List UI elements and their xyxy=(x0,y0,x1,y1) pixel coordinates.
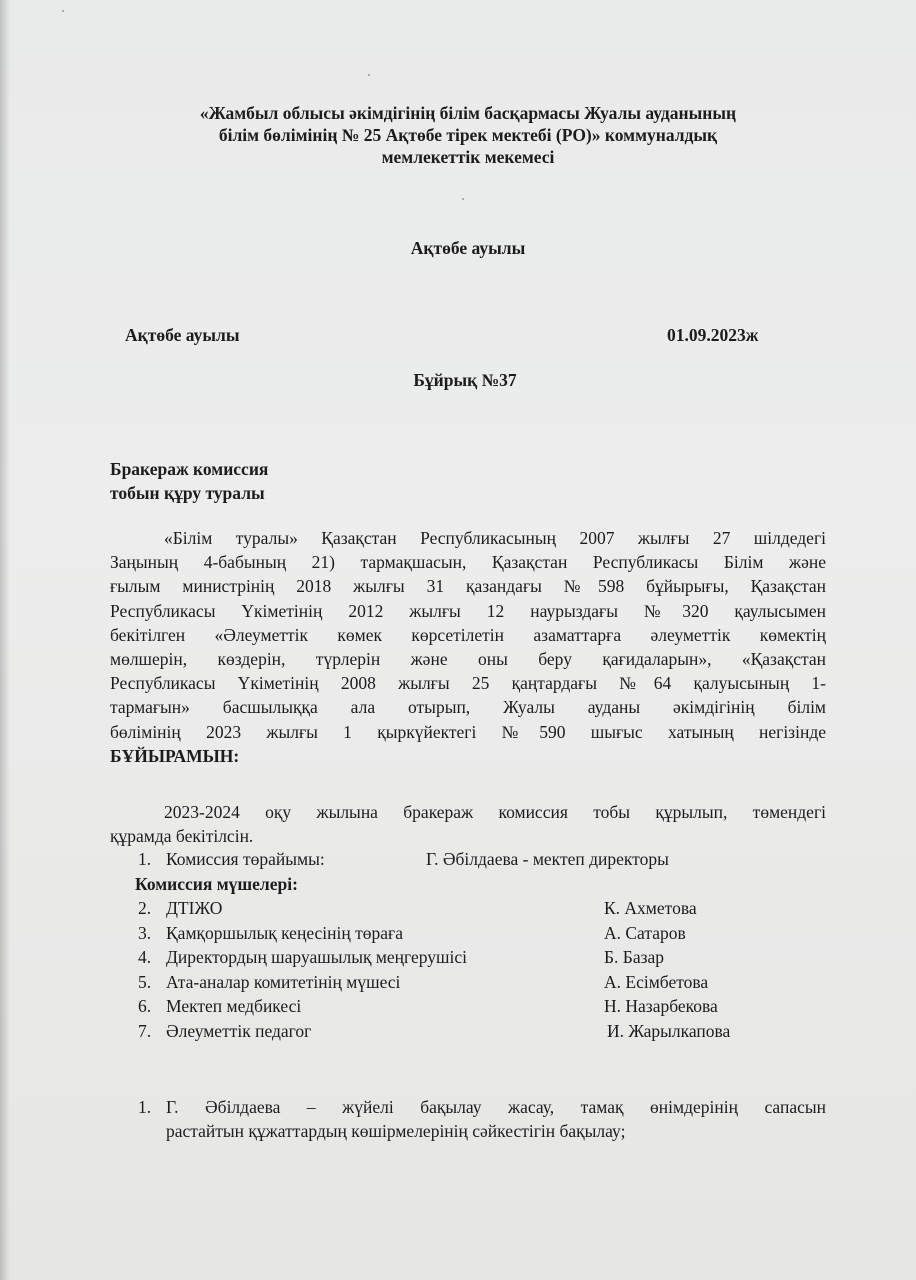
member-role: Директордың шаруашылық меңгерушісі xyxy=(166,947,467,967)
header-line: «Жамбыл облысы әкімдігінің білім басқармасы Жуалы ауданының xyxy=(199,103,737,123)
preamble-line: ғылым министрінің 2018 жылғы 31 қазандағы №598 бұйырығы, Қазақстан xyxy=(110,576,826,597)
preamble-line: бөлімінің 2023 жылғы 1 қыркүйектегі №590 шығыс хатының негізінде xyxy=(110,721,826,742)
subject-line: Бракераж комиссия xyxy=(110,459,269,479)
duty-line: растайтын құжаттардың көшірмелерінің сәйкестігін бақылау; xyxy=(166,1121,626,1141)
place-label: Ақтөбе ауылы xyxy=(125,325,240,345)
item-number: 6. xyxy=(138,996,152,1016)
paper-speck xyxy=(368,74,370,76)
order-command: БҰЙЫРАМЫН: xyxy=(110,745,240,766)
item-number: 1. xyxy=(138,849,152,869)
preamble-line: тармағын» басшылыққа ала отырып, Жуалы ауданы әкімдігінің білім xyxy=(110,697,826,718)
order-title: Бұйрық №37 xyxy=(413,370,517,390)
member-role: Мектеп медбикесі xyxy=(166,996,302,1016)
list-item xyxy=(110,896,826,921)
list-item xyxy=(110,994,826,1019)
list-item xyxy=(110,1019,826,1044)
paper-speck xyxy=(462,198,464,200)
header-line: мемлекеттік мекемесі xyxy=(381,147,555,167)
item-number: 4. xyxy=(138,947,152,967)
institution-header xyxy=(110,102,826,168)
list-item xyxy=(110,970,826,995)
village-heading: Ақтөбе ауылы xyxy=(410,238,526,258)
commission-members-list xyxy=(110,847,826,1043)
list-item xyxy=(110,921,826,946)
members-heading-row xyxy=(110,872,826,897)
item-number: 3. xyxy=(138,922,152,943)
member-role: Комиссия төрайымы: xyxy=(166,849,325,869)
member-role: Ата-аналар комитетінің мүшесі xyxy=(166,971,401,992)
item-number: 2. xyxy=(138,898,152,918)
list-item xyxy=(110,945,826,970)
page-shadow xyxy=(0,0,10,1280)
member-name: А. Сатаров xyxy=(604,922,686,943)
header-line: білім бөлімінің № 25 Ақтөбе тірек мектебі (РО)» коммуналдық xyxy=(218,125,718,145)
preamble-line: мөлшерін, көздерін, түрлерін және оны беру қағидаларын», «Қазақстан xyxy=(110,649,826,670)
duty-line: Г. Әбілдаева – жүйелі бақылау жасау, тамақ өнімдерінің сапасын xyxy=(166,1097,826,1117)
member-name: И. Жарылкапова xyxy=(607,1020,731,1041)
list-item xyxy=(110,847,826,872)
preamble-line: Заңының 4-бабының 21) тармақшасын, Қазақстан Республикасы Білім және xyxy=(110,552,826,573)
composition-paragraph xyxy=(110,800,826,848)
item-number: 5. xyxy=(138,971,152,992)
member-name: А. Есімбетова xyxy=(604,971,709,992)
member-name: Б. Базар xyxy=(604,947,665,967)
preamble-line: «Білім туралы» Қазақстан Республикасының 2007 жылғы 27 шілдедегі xyxy=(164,528,826,548)
preamble-line: Республикасы Үкіметінің 2008 жылғы 25 қаңтардағы №64 қалуысының 1- xyxy=(110,673,826,694)
duty-text xyxy=(166,1095,826,1143)
paper-speck xyxy=(62,10,64,12)
members-heading: Комиссия мүшелері: xyxy=(135,873,298,894)
composition-line: 2023-2024 оқу жылына бракераж комиссия тобы құрылып, төмендегі xyxy=(164,802,826,822)
duties-list xyxy=(110,1095,826,1143)
preamble-paragraph xyxy=(110,526,826,768)
preamble-line: бекітілген «Әлеуметтік көмек көрсетілетін азаматтарға әлеуметтік көмектің xyxy=(110,624,826,645)
order-date: 01.09.2023ж xyxy=(667,325,759,345)
member-role: ДТІЖО xyxy=(166,898,223,918)
item-number: 1. xyxy=(138,1097,152,1117)
member-role: Әлеуметтік педагог xyxy=(166,1020,312,1041)
composition-line: құрамда бекітілсін. xyxy=(110,826,254,846)
subject-line: тобын құру туралы xyxy=(110,483,265,503)
item-number: 7. xyxy=(138,1020,152,1041)
member-name: Н. Назарбекова xyxy=(604,996,718,1016)
member-name: К. Ахметова xyxy=(604,898,697,918)
order-subject xyxy=(110,457,268,505)
member-name: Г. Әбілдаева - мектеп директоры xyxy=(426,849,669,869)
preamble-line: Республикасы Үкіметінің 2012 жылғы 12 наурыздағы №320 қаулысымен xyxy=(110,600,826,621)
member-role: Қамқоршылық кеңесінің төрағa xyxy=(166,922,403,943)
